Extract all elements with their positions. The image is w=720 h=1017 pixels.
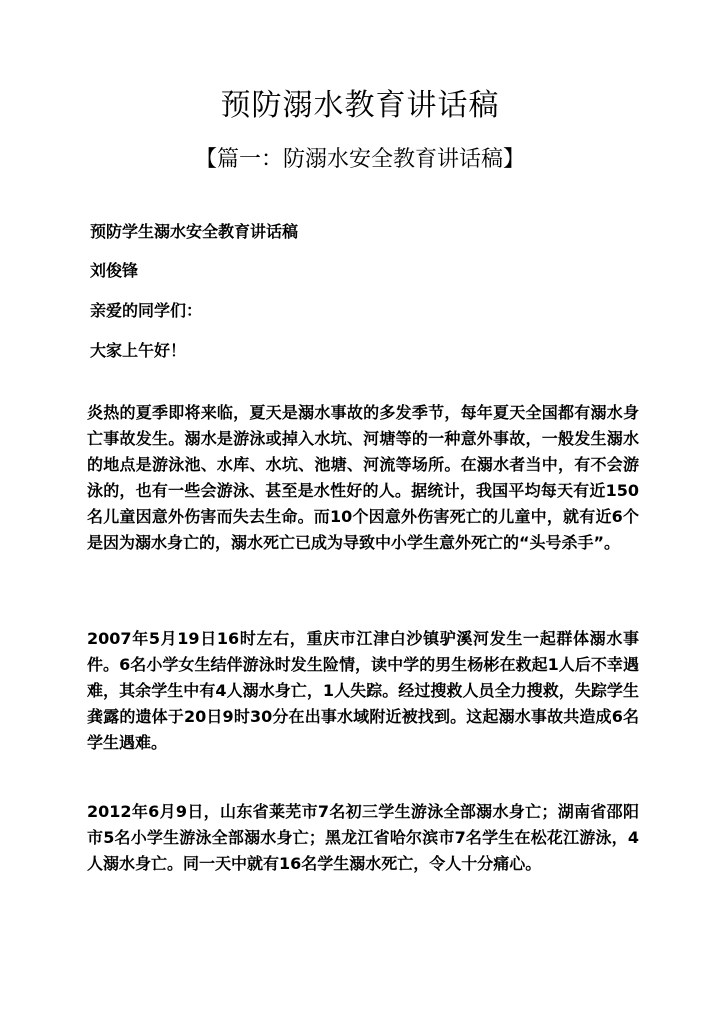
- salutation: 亲爱的同学们：: [90, 301, 203, 320]
- document-title: 预防溺水教育讲话稿: [220, 88, 500, 123]
- paragraph-1: 炎热的夏季即将来临，夏天是溺水事故的多发季节，每年夏天全国都有溺水身亡事故发生。溺水是游泳或掉入水坑、河塘等的一种意外事故，一般发生溺水的地点是游泳池、水库、水坑、池塘、河流等场所。在溺水者当中，有不会游泳的，也有一些会游泳、甚至是水性好的人。据统计，我国平均每天有近150名儿童因意外伤害而失去生命。而10个因意外伤害死亡的儿童中，就有近6个是因为溺水身亡的，溺水死亡已成为导致中小学生意外死亡的“头号杀手”。: [87, 403, 639, 552]
- speech-title: 预防学生溺水安全教育讲话稿: [90, 222, 299, 241]
- paragraph-3: 2012年6月9日，山东省莱芜市7名初三学生游泳全部溺水身亡；湖南省邵阳市5名小学生游泳全部溺水身亡；黑龙江省哈尔滨市7名学生在松花江游泳，4人溺水身亡。同一天中就有16名学生溺水死亡，令人十分痛心。: [87, 802, 639, 873]
- document-subtitle: 【篇一：防溺水安全教育讲话稿】: [194, 147, 525, 172]
- author-name: 刘俊锋: [90, 261, 139, 280]
- paragraph-2: 2007年5月19日16时左右，重庆市江津白沙镇驴溪河发生一起群体溺水事件。6名小学女生结伴游泳时发生险情，读中学的男生杨彬在救起1人后不幸遇难，其余学生中有4人溺水身亡，1人失踪。经过搜救人员全力搜救，失踪学生龚露的遗体于20日9时30分在出事水域附近被找到。这起溺水事故共造成6名学生遇难。: [87, 629, 639, 752]
- greeting: 大家上午好！: [90, 341, 187, 360]
